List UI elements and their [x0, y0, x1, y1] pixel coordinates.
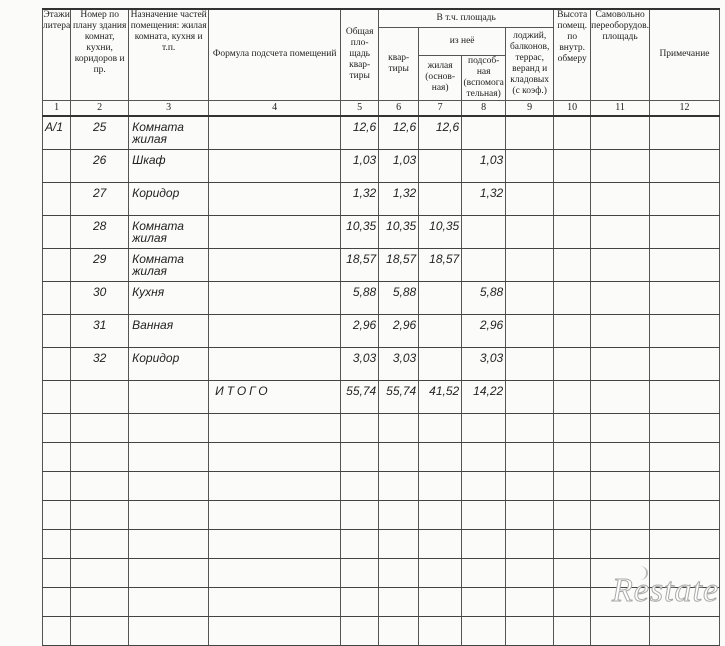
cell-name: Шкаф [129, 149, 209, 182]
cell-height [554, 347, 591, 380]
cell-loggia [506, 182, 554, 215]
empty-cell [462, 471, 506, 500]
table-row [43, 149, 720, 182]
cell-unauth [591, 149, 650, 182]
cell-height [554, 149, 591, 182]
header-plan-number: Номер по плану здания комнат, кухни, коридоров и пр. [71, 9, 129, 100]
empty-cell [129, 558, 209, 587]
cell-height [554, 314, 591, 347]
empty-cell [341, 413, 379, 442]
empty-cell [462, 558, 506, 587]
cell-height [554, 248, 591, 281]
empty-cell [43, 380, 71, 413]
cell-no: 27 [71, 182, 129, 215]
total-aux: 14,22 [462, 380, 506, 413]
cell-name: Коридор [129, 182, 209, 215]
cell-loggia [506, 281, 554, 314]
empty-cell [129, 616, 209, 645]
cell-aux: 3,03 [462, 347, 506, 380]
empty-cell [649, 529, 719, 558]
header-auxiliary: подсоб-ная (вспомога тельная) [463, 55, 504, 99]
cell-height [554, 281, 591, 314]
table-row [43, 347, 720, 380]
cell-total: 2,96 [341, 314, 379, 347]
empty-cell [71, 471, 129, 500]
cell-note [649, 248, 719, 281]
total-row [43, 380, 720, 413]
empty-cell [554, 500, 591, 529]
empty-cell [554, 380, 591, 413]
empty-cell [649, 500, 719, 529]
cell-no: 29 [71, 248, 129, 281]
empty-cell [209, 471, 341, 500]
empty-cell [419, 471, 462, 500]
header-room-purpose: Назначение частей помещения: жилая комната, кухня и т.п. [129, 9, 209, 100]
cell-formula [209, 215, 341, 248]
empty-row [43, 529, 720, 558]
total-total: 55,74 [341, 380, 379, 413]
cell-note [649, 281, 719, 314]
total-label: ИТОГО [209, 380, 341, 413]
cell-flat: 5,88 [379, 281, 419, 314]
empty-cell [554, 616, 591, 645]
empty-cell [506, 616, 554, 645]
cell-loggia [506, 248, 554, 281]
header-flat-area: квар-тиры [379, 27, 419, 100]
empty-cell [379, 442, 419, 471]
table-row [43, 281, 720, 314]
empty-cell [419, 442, 462, 471]
empty-cell [43, 587, 71, 616]
empty-cell [379, 529, 419, 558]
cell-name: Комната жилая [129, 215, 209, 248]
cell-height [554, 182, 591, 215]
empty-cell [649, 380, 719, 413]
cell-living [419, 347, 462, 380]
empty-cell [71, 413, 129, 442]
cell-total: 5,88 [341, 281, 379, 314]
empty-cell [462, 587, 506, 616]
empty-cell [71, 500, 129, 529]
cell-note [649, 182, 719, 215]
empty-cell [462, 500, 506, 529]
table-row [43, 314, 720, 347]
empty-cell [462, 529, 506, 558]
cell-floor [43, 215, 71, 248]
cell-living [419, 314, 462, 347]
cell-aux: 1,32 [462, 182, 506, 215]
table-row [43, 116, 720, 150]
empty-cell [379, 413, 419, 442]
empty-cell [209, 413, 341, 442]
empty-cell [506, 500, 554, 529]
cell-no: 25 [71, 116, 129, 150]
empty-cell [506, 587, 554, 616]
empty-cell [554, 471, 591, 500]
empty-cell [554, 442, 591, 471]
cell-flat: 12,6 [379, 116, 419, 150]
cell-aux: 1,03 [462, 149, 506, 182]
empty-cell [209, 442, 341, 471]
cell-flat: 18,57 [379, 248, 419, 281]
cell-floor [43, 182, 71, 215]
empty-cell [379, 471, 419, 500]
cell-name: Комната жилая [129, 116, 209, 150]
cell-aux [462, 116, 506, 150]
header-living: жилая (основ-ная) [419, 55, 462, 100]
total-flat: 55,74 [379, 380, 419, 413]
cell-note [649, 116, 719, 150]
cell-total: 18,57 [341, 248, 379, 281]
cell-height [554, 116, 591, 150]
empty-cell [591, 500, 650, 529]
empty-cell [419, 616, 462, 645]
cell-loggia [506, 116, 554, 150]
empty-cell [649, 442, 719, 471]
cell-living [419, 149, 462, 182]
cell-loggia [506, 215, 554, 248]
empty-cell [419, 587, 462, 616]
cell-flat: 1,03 [379, 149, 419, 182]
empty-cell [71, 587, 129, 616]
empty-cell [43, 413, 71, 442]
empty-cell [591, 529, 650, 558]
cell-aux [462, 215, 506, 248]
empty-cell [462, 616, 506, 645]
empty-cell [129, 500, 209, 529]
empty-cell [209, 529, 341, 558]
cell-formula [209, 149, 341, 182]
empty-cell [591, 471, 650, 500]
cell-total: 1,03 [341, 149, 379, 182]
cell-total: 3,03 [341, 347, 379, 380]
empty-cell [591, 380, 650, 413]
cell-formula [209, 314, 341, 347]
empty-cell [554, 587, 591, 616]
cell-living: 18,57 [419, 248, 462, 281]
empty-cell [209, 616, 341, 645]
empty-cell [43, 442, 71, 471]
cell-formula [209, 281, 341, 314]
empty-cell [379, 500, 419, 529]
cell-total: 12,6 [341, 116, 379, 150]
empty-cell [341, 616, 379, 645]
empty-cell [379, 587, 419, 616]
cell-aux: 2,96 [462, 314, 506, 347]
column-number-row: 1 2 3 4 5 6 7 8 9 10 11 12 [43, 100, 720, 116]
header-height: Высота помещ. по внутр. обмеру [554, 9, 591, 100]
empty-row [43, 442, 720, 471]
empty-cell [129, 587, 209, 616]
cell-flat: 10,35 [379, 215, 419, 248]
cell-formula [209, 248, 341, 281]
table-row [43, 182, 720, 215]
cell-note [649, 314, 719, 347]
empty-cell [43, 500, 71, 529]
cell-unauth [591, 116, 650, 150]
empty-cell [554, 558, 591, 587]
watermark: Restate [612, 572, 720, 609]
cell-living [419, 281, 462, 314]
empty-cell [506, 558, 554, 587]
room-area-table [42, 8, 720, 646]
cell-unauth [591, 248, 650, 281]
empty-cell [129, 471, 209, 500]
empty-cell [649, 413, 719, 442]
cell-living [419, 182, 462, 215]
cell-unauth [591, 215, 650, 248]
empty-cell [341, 471, 379, 500]
empty-cell [506, 529, 554, 558]
empty-row [43, 413, 720, 442]
empty-cell [419, 558, 462, 587]
empty-row [43, 616, 720, 645]
empty-cell [554, 413, 591, 442]
empty-cell [379, 558, 419, 587]
empty-cell [506, 471, 554, 500]
cell-aux: 5,88 [462, 281, 506, 314]
empty-cell [71, 380, 129, 413]
empty-cell [419, 529, 462, 558]
empty-cell [591, 616, 650, 645]
cell-unauth [591, 182, 650, 215]
header-loggia: лоджий, балконов, террас, веранд и кладовых (с коэф.) [506, 27, 554, 100]
empty-cell [341, 500, 379, 529]
empty-cell [129, 380, 209, 413]
cell-formula [209, 116, 341, 150]
empty-cell [506, 442, 554, 471]
empty-cell [43, 558, 71, 587]
header-total-area: Общая пло-щадь квар-тиры [341, 9, 379, 100]
empty-cell [341, 442, 379, 471]
empty-cell [71, 442, 129, 471]
empty-cell [379, 616, 419, 645]
empty-cell [129, 529, 209, 558]
cell-loggia [506, 314, 554, 347]
cell-no: 30 [71, 281, 129, 314]
empty-row [43, 500, 720, 529]
empty-cell [341, 558, 379, 587]
cell-flat: 1,32 [379, 182, 419, 215]
header-note: Примечание [649, 9, 719, 100]
cell-living: 12,6 [419, 116, 462, 150]
empty-cell [43, 471, 71, 500]
cell-loggia [506, 347, 554, 380]
empty-cell [71, 558, 129, 587]
cell-floor [43, 314, 71, 347]
empty-cell [419, 413, 462, 442]
empty-cell [341, 587, 379, 616]
cell-unauth [591, 314, 650, 347]
empty-cell [209, 500, 341, 529]
cell-unauth [591, 281, 650, 314]
header-area-group: В т.ч. площадь [379, 9, 554, 27]
empty-cell [649, 616, 719, 645]
empty-cell [43, 529, 71, 558]
cell-floor [43, 347, 71, 380]
cell-floor [43, 248, 71, 281]
cell-unauth [591, 347, 650, 380]
empty-cell [419, 500, 462, 529]
cell-name: Коридор [129, 347, 209, 380]
empty-cell [71, 616, 129, 645]
cell-name: Кухня [129, 281, 209, 314]
cell-flat: 2,96 [379, 314, 419, 347]
empty-cell [462, 413, 506, 442]
cell-height [554, 215, 591, 248]
cell-formula [209, 347, 341, 380]
cell-note [649, 149, 719, 182]
empty-cell [649, 471, 719, 500]
cell-loggia [506, 149, 554, 182]
empty-cell [554, 529, 591, 558]
empty-cell [591, 442, 650, 471]
header-unauthorized: Самовольно переоборудов. площадь [591, 9, 650, 100]
empty-cell [506, 380, 554, 413]
empty-cell [462, 442, 506, 471]
cell-formula [209, 182, 341, 215]
empty-cell [43, 616, 71, 645]
cell-aux [462, 248, 506, 281]
cell-name: Комната жилая [129, 248, 209, 281]
cell-no: 26 [71, 149, 129, 182]
empty-row [43, 471, 720, 500]
cell-floor [43, 281, 71, 314]
cell-note [649, 347, 719, 380]
header-of-it: из неё [419, 27, 506, 55]
table-row [43, 215, 720, 248]
empty-cell [209, 587, 341, 616]
cell-flat: 3,03 [379, 347, 419, 380]
cell-no: 28 [71, 215, 129, 248]
empty-cell [506, 413, 554, 442]
cell-no: 31 [71, 314, 129, 347]
empty-cell [209, 558, 341, 587]
cell-living: 10,35 [419, 215, 462, 248]
cell-total: 1,32 [341, 182, 379, 215]
cell-floor: А/1 [43, 116, 71, 150]
cell-name: Ванная [129, 314, 209, 347]
header-floor: Этажи литера [43, 9, 71, 100]
cell-total: 10,35 [341, 215, 379, 248]
cell-no: 32 [71, 347, 129, 380]
empty-cell [341, 529, 379, 558]
empty-cell [129, 442, 209, 471]
cell-note [649, 215, 719, 248]
empty-cell [71, 529, 129, 558]
table-row [43, 248, 720, 281]
header-formula: Формула подсчета помещений [209, 9, 341, 100]
empty-cell [591, 413, 650, 442]
empty-cell [129, 413, 209, 442]
cell-floor [43, 149, 71, 182]
total-living: 41,52 [419, 380, 462, 413]
